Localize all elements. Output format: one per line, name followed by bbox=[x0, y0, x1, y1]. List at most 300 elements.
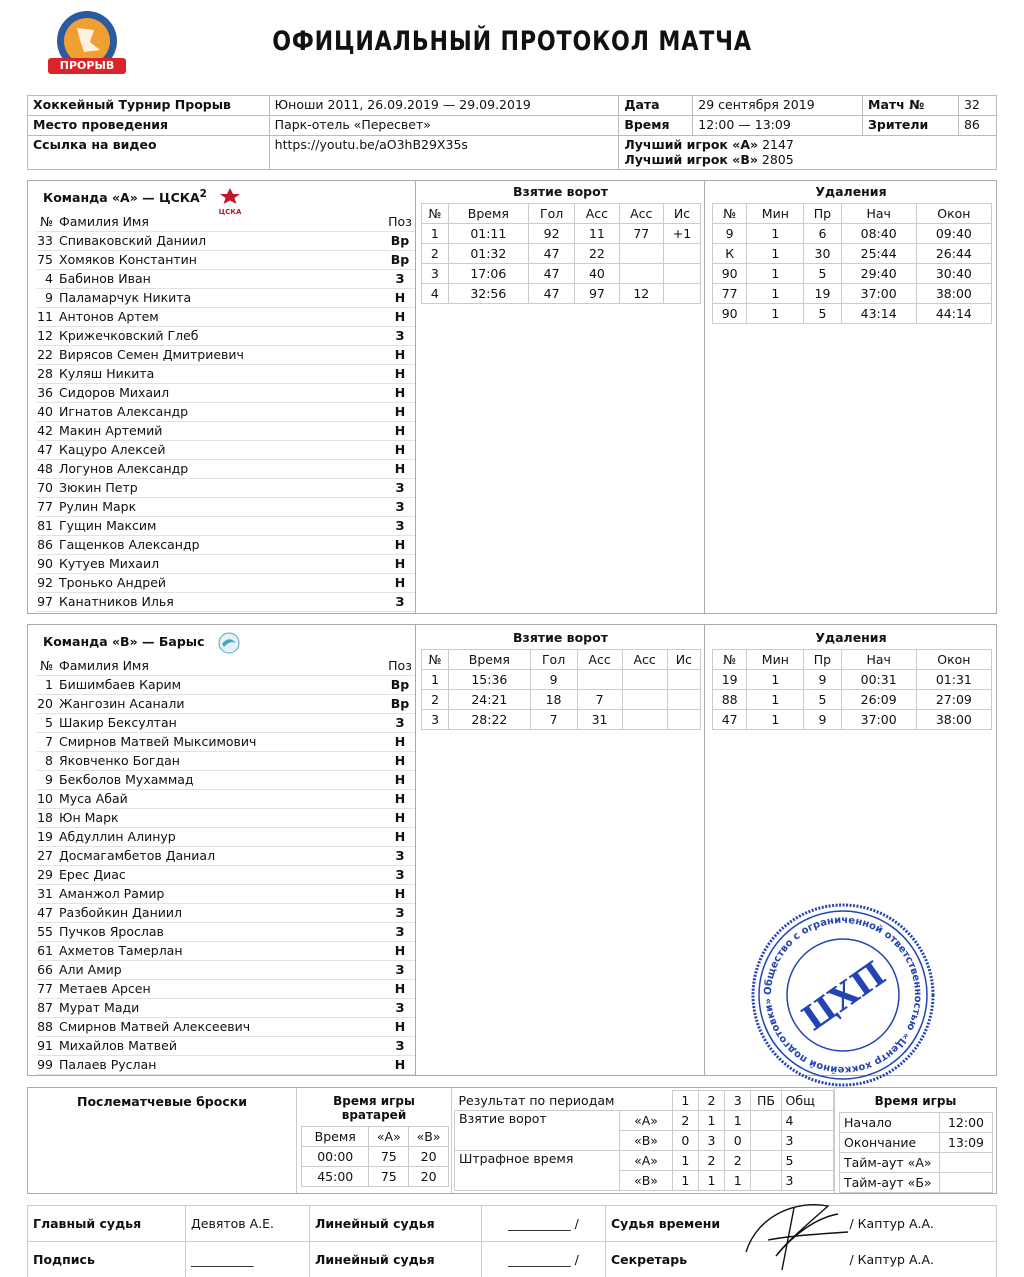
pen-head-1: Мин bbox=[747, 204, 804, 224]
roster-row bbox=[37, 535, 415, 554]
penalty-cell: 26:09 bbox=[841, 690, 916, 710]
player-number: 36 bbox=[37, 383, 59, 402]
linesman-2-value: __________ / bbox=[482, 1242, 606, 1277]
player-name: Разбойкин Даниил bbox=[59, 903, 385, 922]
team-b-goals-title: Взятие ворот bbox=[513, 630, 608, 645]
roster-row bbox=[37, 903, 415, 922]
goal-row bbox=[422, 264, 701, 284]
goal-cell: 4 bbox=[422, 284, 449, 304]
goal-cell: 31 bbox=[577, 710, 622, 730]
linesman-1-label: Линейный судья bbox=[310, 1206, 482, 1242]
player-name: Яковченко Богдан bbox=[59, 751, 385, 770]
player-name: Рулин Марк bbox=[59, 497, 385, 516]
player-number: 61 bbox=[37, 941, 59, 960]
goalie-cell: 20 bbox=[409, 1147, 449, 1167]
penalty-cell: 5 bbox=[804, 304, 841, 324]
goal-cell: 7 bbox=[577, 690, 622, 710]
goal-cell: 18 bbox=[530, 690, 577, 710]
roster-row bbox=[37, 554, 415, 573]
penalty-cell: 44:14 bbox=[916, 304, 991, 324]
pen-head-4: Окон bbox=[916, 204, 991, 224]
player-name: Ахметов Тамерлан bbox=[59, 941, 385, 960]
player-name: Али Амир bbox=[59, 960, 385, 979]
player-number: 10 bbox=[37, 789, 59, 808]
linesman-1-value: __________ / bbox=[482, 1206, 606, 1242]
timekeeper-value: / Каптур А.А. bbox=[746, 1206, 997, 1242]
game-time-value: 13:09 bbox=[940, 1133, 993, 1153]
period-head-1: 1 bbox=[672, 1091, 698, 1111]
team-a-penalties-table bbox=[712, 203, 992, 324]
penalty-cell: 9 bbox=[804, 710, 841, 730]
player-name: Игнатов Александр bbox=[59, 402, 385, 421]
pen-head-3: Нач bbox=[841, 650, 916, 670]
goalie-head-0: Время bbox=[302, 1127, 369, 1147]
roster-head-num: № bbox=[37, 212, 59, 231]
goal-row bbox=[422, 284, 701, 304]
player-position: Н bbox=[385, 884, 415, 903]
game-time-table bbox=[839, 1112, 993, 1193]
roster-row bbox=[37, 326, 415, 345]
team-b-pen-title: Удаления bbox=[815, 630, 887, 645]
roster-row bbox=[37, 440, 415, 459]
period-head-2: 2 bbox=[698, 1091, 724, 1111]
periods-team-a: «А» bbox=[620, 1111, 672, 1131]
goalie-row bbox=[302, 1147, 449, 1167]
player-name: Жангозин Асанали bbox=[59, 694, 385, 713]
pen-a-so bbox=[751, 1151, 781, 1171]
penalty-cell: 88 bbox=[713, 690, 747, 710]
timekeeper-label: Судья времени bbox=[606, 1206, 746, 1242]
pen-a-total: 5 bbox=[781, 1151, 833, 1171]
player-position: Н bbox=[385, 402, 415, 421]
goals-b-p2: 3 bbox=[698, 1131, 724, 1151]
player-position: Н bbox=[385, 979, 415, 998]
periods-team-b: «В» bbox=[620, 1171, 672, 1191]
goal-cell: 47 bbox=[528, 244, 574, 264]
shootout-title: Послематчевые броски bbox=[76, 1094, 247, 1109]
roster-head-pos: Поз bbox=[385, 212, 415, 231]
roster-row bbox=[37, 789, 415, 808]
period-head-3: 3 bbox=[725, 1091, 751, 1111]
player-position: Н bbox=[385, 364, 415, 383]
player-name: Паламарчук Никита bbox=[59, 288, 385, 307]
venue-label: Место проведения bbox=[28, 116, 270, 136]
signature-label: Подпись bbox=[28, 1242, 186, 1277]
pen-head-0: № bbox=[713, 204, 747, 224]
player-number: 28 bbox=[37, 364, 59, 383]
goals-a-p2: 1 bbox=[698, 1111, 724, 1131]
secretary-label: Секретарь bbox=[606, 1242, 746, 1277]
periods-pen-label: Штрафное время bbox=[455, 1151, 620, 1191]
player-position: Н bbox=[385, 573, 415, 592]
penalty-row bbox=[713, 304, 992, 324]
penalty-cell: 08:40 bbox=[841, 224, 916, 244]
goalie-time-table bbox=[301, 1126, 449, 1187]
roster-row bbox=[37, 694, 415, 713]
game-time-label: Начало bbox=[840, 1113, 940, 1133]
player-number: 87 bbox=[37, 998, 59, 1017]
goalie-cell: 20 bbox=[409, 1167, 449, 1187]
roster-row bbox=[37, 922, 415, 941]
goal-cell: 40 bbox=[575, 264, 619, 284]
player-number: 4 bbox=[37, 269, 59, 288]
roster-row bbox=[37, 675, 415, 694]
player-name: Зюкин Петр bbox=[59, 478, 385, 497]
player-number: 97 bbox=[37, 592, 59, 611]
roster-row bbox=[37, 573, 415, 592]
player-name: Смирнов Матвей Алексеевич bbox=[59, 1017, 385, 1036]
player-number: 70 bbox=[37, 478, 59, 497]
team-b-title: Команда «В» — Барыс bbox=[43, 634, 205, 649]
player-name: Аманжол Рамир bbox=[59, 884, 385, 903]
player-number: 55 bbox=[37, 922, 59, 941]
player-number: 42 bbox=[37, 421, 59, 440]
penalty-row bbox=[713, 244, 992, 264]
chief-referee-value: Девятов А.Е. bbox=[186, 1206, 310, 1242]
cska-logo-text: ЦСКА bbox=[218, 208, 242, 216]
player-number: 81 bbox=[37, 516, 59, 535]
player-position: Н bbox=[385, 383, 415, 402]
team-a-roster bbox=[37, 212, 415, 612]
roster-row bbox=[37, 231, 415, 250]
video-label: Ссылка на видео bbox=[28, 136, 270, 170]
team-a-roster-panel bbox=[28, 181, 416, 613]
player-number: 12 bbox=[37, 326, 59, 345]
penalty-cell: 27:09 bbox=[916, 690, 991, 710]
roster-row bbox=[37, 402, 415, 421]
goal-cell: 28:22 bbox=[449, 710, 531, 730]
player-number: 48 bbox=[37, 459, 59, 478]
goal-cell bbox=[667, 710, 700, 730]
penalty-cell: 1 bbox=[747, 224, 804, 244]
goals-a-p1: 2 bbox=[672, 1111, 698, 1131]
player-name: Бекболов Мухаммад bbox=[59, 770, 385, 789]
player-name: Бишимбаев Карим bbox=[59, 675, 385, 694]
goal-cell bbox=[619, 264, 663, 284]
player-name: Досмагамбетов Даниал bbox=[59, 846, 385, 865]
player-position: З bbox=[385, 713, 415, 732]
roster-row bbox=[37, 497, 415, 516]
penalty-cell: 38:00 bbox=[916, 284, 991, 304]
team-a-block bbox=[27, 180, 997, 614]
player-number: 19 bbox=[37, 827, 59, 846]
team-b-roster-panel bbox=[28, 625, 416, 1075]
goalie-head-1: «А» bbox=[369, 1127, 409, 1147]
player-number: 8 bbox=[37, 751, 59, 770]
roster-row bbox=[37, 592, 415, 611]
player-name: Вирясов Семен Дмитриевич bbox=[59, 345, 385, 364]
game-time-row bbox=[840, 1153, 993, 1173]
team-a-goals-title: Взятие ворот bbox=[513, 184, 608, 199]
roster-head-num: № bbox=[37, 656, 59, 675]
goalie-cell: 45:00 bbox=[302, 1167, 369, 1187]
penalty-cell: 1 bbox=[747, 690, 804, 710]
team-b-goals-table bbox=[421, 649, 701, 730]
video-link[interactable]: https://youtu.be/aO3hB29X35s bbox=[269, 136, 619, 170]
player-name: Михайлов Матвей bbox=[59, 1036, 385, 1055]
player-name: Смирнов Матвей Мыксимович bbox=[59, 732, 385, 751]
team-a-penalties-panel bbox=[706, 181, 996, 613]
player-name: Крижечковский Глеб bbox=[59, 326, 385, 345]
player-number: 40 bbox=[37, 402, 59, 421]
goals-head-4: Асс bbox=[619, 204, 663, 224]
player-number: 77 bbox=[37, 497, 59, 516]
penalty-cell: 1 bbox=[747, 284, 804, 304]
goal-cell: 01:11 bbox=[448, 224, 528, 244]
penalty-cell: 1 bbox=[747, 670, 804, 690]
penalty-cell: 09:40 bbox=[916, 224, 991, 244]
periods-team-b: «В» bbox=[620, 1131, 672, 1151]
goal-cell: 47 bbox=[528, 264, 574, 284]
goals-head-5: Ис bbox=[667, 650, 700, 670]
roster-row bbox=[37, 269, 415, 288]
goals-b-total: 3 bbox=[781, 1131, 833, 1151]
date-value: 29 сентября 2019 bbox=[693, 96, 863, 116]
page-title: ОФИЦИАЛЬНЫЙ ПРОТОКОЛ МАТЧА bbox=[272, 26, 752, 57]
periods-title: Результат по периодам bbox=[455, 1091, 673, 1111]
player-position: Вр bbox=[385, 231, 415, 250]
penalty-cell: 30 bbox=[804, 244, 841, 264]
goal-cell: 22 bbox=[575, 244, 619, 264]
player-name: Метаев Арсен bbox=[59, 979, 385, 998]
game-time-label: Тайм-аут «А» bbox=[840, 1153, 940, 1173]
linesman-2-label: Линейный судья bbox=[310, 1242, 482, 1277]
player-position: Н bbox=[385, 307, 415, 326]
pen-head-4: Окон bbox=[916, 650, 991, 670]
team-a-sup: 2 bbox=[199, 188, 207, 200]
player-name: Бабинов Иван bbox=[59, 269, 385, 288]
goal-cell: 7 bbox=[530, 710, 577, 730]
player-position: З bbox=[385, 497, 415, 516]
player-position: З bbox=[385, 903, 415, 922]
team-a-pen-title: Удаления bbox=[815, 184, 887, 199]
player-position: Н bbox=[385, 751, 415, 770]
player-position: З bbox=[385, 960, 415, 979]
penalty-row bbox=[713, 690, 992, 710]
roster-row bbox=[37, 827, 415, 846]
player-number: 29 bbox=[37, 865, 59, 884]
stamp-outer-text: Общество с ограниченной ответственностью «Центр хоккейной подготовки» bbox=[762, 914, 924, 1076]
goal-row bbox=[422, 224, 701, 244]
player-position: З bbox=[385, 922, 415, 941]
periods-goals-label: Взятие ворот bbox=[455, 1111, 620, 1151]
roster-row bbox=[37, 960, 415, 979]
goalie-cell: 75 bbox=[369, 1167, 409, 1187]
barys-logo bbox=[216, 631, 242, 655]
goal-cell: 15:36 bbox=[449, 670, 531, 690]
goal-row bbox=[422, 690, 701, 710]
roster-row bbox=[37, 383, 415, 402]
player-name: Гущин Максим bbox=[59, 516, 385, 535]
period-head-so: ПБ bbox=[751, 1091, 781, 1111]
team-a-title bbox=[28, 188, 207, 205]
player-number: 9 bbox=[37, 288, 59, 307]
player-name: Гащенков Александр bbox=[59, 535, 385, 554]
match-label: Матч № bbox=[863, 96, 959, 116]
penalty-cell: 1 bbox=[747, 244, 804, 264]
player-position: З bbox=[385, 269, 415, 288]
stamp-center-text: ЦХП bbox=[795, 954, 894, 1040]
player-name: Мурат Мади bbox=[59, 998, 385, 1017]
player-position: З bbox=[385, 516, 415, 535]
goal-cell: 97 bbox=[575, 284, 619, 304]
goal-cell bbox=[663, 244, 700, 264]
goal-row bbox=[422, 670, 701, 690]
penalty-cell: 43:14 bbox=[841, 304, 916, 324]
goal-cell: 3 bbox=[422, 264, 449, 284]
goal-cell bbox=[619, 244, 663, 264]
player-position: З bbox=[385, 326, 415, 345]
team-b-roster bbox=[37, 656, 415, 1075]
penalty-cell: 6 bbox=[804, 224, 841, 244]
goalie-cell: 00:00 bbox=[302, 1147, 369, 1167]
goal-cell: 11 bbox=[575, 224, 619, 244]
player-number: 77 bbox=[37, 979, 59, 998]
pen-b-p2: 1 bbox=[698, 1171, 724, 1191]
player-number: 86 bbox=[37, 535, 59, 554]
match-value: 32 bbox=[958, 96, 996, 116]
game-time-row bbox=[840, 1133, 993, 1153]
player-name: Макин Артемий bbox=[59, 421, 385, 440]
goal-cell: 2 bbox=[422, 244, 449, 264]
player-name: Канатников Илья bbox=[59, 592, 385, 611]
penalty-cell: 19 bbox=[804, 284, 841, 304]
goalie-head-2: «В» bbox=[409, 1127, 449, 1147]
goals-head-2: Гол bbox=[530, 650, 577, 670]
pen-a-p3: 2 bbox=[725, 1151, 751, 1171]
handwritten-signature bbox=[738, 1194, 858, 1274]
logo-text: ПРОРЫВ bbox=[59, 59, 115, 72]
period-head-total: Общ bbox=[781, 1091, 833, 1111]
player-number: 47 bbox=[37, 903, 59, 922]
goal-cell bbox=[663, 284, 700, 304]
goals-head-1: Время bbox=[449, 650, 531, 670]
goal-cell: 92 bbox=[528, 224, 574, 244]
player-name: Ерес Диас bbox=[59, 865, 385, 884]
game-time-value: 12:00 bbox=[940, 1113, 993, 1133]
official-stamp bbox=[748, 900, 938, 1090]
pen-head-2: Пр bbox=[804, 650, 841, 670]
goal-cell: 3 bbox=[422, 710, 449, 730]
periods-team-a: «А» bbox=[620, 1151, 672, 1171]
roster-row bbox=[37, 421, 415, 440]
goals-head-3: Асс bbox=[575, 204, 619, 224]
player-position: З bbox=[385, 846, 415, 865]
roster-row bbox=[37, 751, 415, 770]
pen-head-0: № bbox=[713, 650, 747, 670]
penalty-cell: 90 bbox=[713, 304, 747, 324]
roster-row bbox=[37, 884, 415, 903]
pen-b-p1: 1 bbox=[672, 1171, 698, 1191]
player-position: З bbox=[385, 998, 415, 1017]
player-position: Н bbox=[385, 808, 415, 827]
goalie-time-panel bbox=[296, 1088, 452, 1193]
penalty-row bbox=[713, 264, 992, 284]
best-b-value: 2805 bbox=[761, 152, 794, 167]
spectators-label: Зрители bbox=[863, 116, 959, 136]
penalty-cell: 77 bbox=[713, 284, 747, 304]
roster-row bbox=[37, 979, 415, 998]
player-number: 91 bbox=[37, 1036, 59, 1055]
player-number: 7 bbox=[37, 732, 59, 751]
roster-head-name: Фамилия Имя bbox=[59, 656, 385, 675]
roster-row bbox=[37, 770, 415, 789]
signature-value: __________ bbox=[186, 1242, 310, 1277]
best-players-cell bbox=[619, 136, 997, 170]
pen-head-1: Мин bbox=[747, 650, 804, 670]
roster-row bbox=[37, 516, 415, 535]
goals-b-p1: 0 bbox=[672, 1131, 698, 1151]
goal-cell: +1 bbox=[663, 224, 700, 244]
penalty-cell: 38:00 bbox=[916, 710, 991, 730]
goals-b-so bbox=[751, 1131, 781, 1151]
penalty-cell: 5 bbox=[804, 264, 841, 284]
pen-head-2: Пр bbox=[804, 204, 841, 224]
player-name: Хомяков Константин bbox=[59, 250, 385, 269]
player-position: Н bbox=[385, 288, 415, 307]
period-results-panel bbox=[454, 1090, 834, 1191]
player-position: Вр bbox=[385, 250, 415, 269]
penalty-cell: 37:00 bbox=[841, 284, 916, 304]
goals-head-3: Асс bbox=[577, 650, 622, 670]
player-position: Н bbox=[385, 440, 415, 459]
roster-row bbox=[37, 865, 415, 884]
goal-cell bbox=[667, 690, 700, 710]
goal-row bbox=[422, 244, 701, 264]
penalty-cell: К bbox=[713, 244, 747, 264]
player-number: 75 bbox=[37, 250, 59, 269]
match-header-table bbox=[27, 95, 997, 170]
roster-row bbox=[37, 846, 415, 865]
pen-a-p1: 1 bbox=[672, 1151, 698, 1171]
roster-row bbox=[37, 345, 415, 364]
goals-head-2: Гол bbox=[528, 204, 574, 224]
best-a-label: Лучший игрок «А» bbox=[624, 137, 759, 152]
goal-cell bbox=[667, 670, 700, 690]
goal-cell: 1 bbox=[422, 670, 449, 690]
roster-row bbox=[37, 250, 415, 269]
best-b-label: Лучший игрок «В» bbox=[624, 152, 758, 167]
goal-cell bbox=[663, 264, 700, 284]
game-time-row bbox=[840, 1173, 993, 1193]
penalty-cell: 1 bbox=[747, 304, 804, 324]
player-position: Н bbox=[385, 554, 415, 573]
player-position: Н bbox=[385, 1055, 415, 1074]
roster-row bbox=[37, 364, 415, 383]
roster-row bbox=[37, 713, 415, 732]
penalty-row bbox=[713, 710, 992, 730]
player-number: 66 bbox=[37, 960, 59, 979]
player-position: З bbox=[385, 478, 415, 497]
player-name: Кутуев Михаил bbox=[59, 554, 385, 573]
penalty-cell: 90 bbox=[713, 264, 747, 284]
penalty-row bbox=[713, 670, 992, 690]
goal-cell: 77 bbox=[619, 224, 663, 244]
cska-logo bbox=[216, 187, 244, 216]
secretary-value: / Каптур А.А. bbox=[746, 1242, 997, 1277]
player-position: Н bbox=[385, 421, 415, 440]
player-number: 18 bbox=[37, 808, 59, 827]
penalty-cell: 37:00 bbox=[841, 710, 916, 730]
roster-row bbox=[37, 478, 415, 497]
goals-b-p3: 0 bbox=[725, 1131, 751, 1151]
game-time-panel bbox=[834, 1088, 996, 1193]
game-time-label: Окончание bbox=[840, 1133, 940, 1153]
pen-b-p3: 1 bbox=[725, 1171, 751, 1191]
player-number: 9 bbox=[37, 770, 59, 789]
player-number: 88 bbox=[37, 1017, 59, 1036]
goals-head-5: Ис bbox=[663, 204, 700, 224]
